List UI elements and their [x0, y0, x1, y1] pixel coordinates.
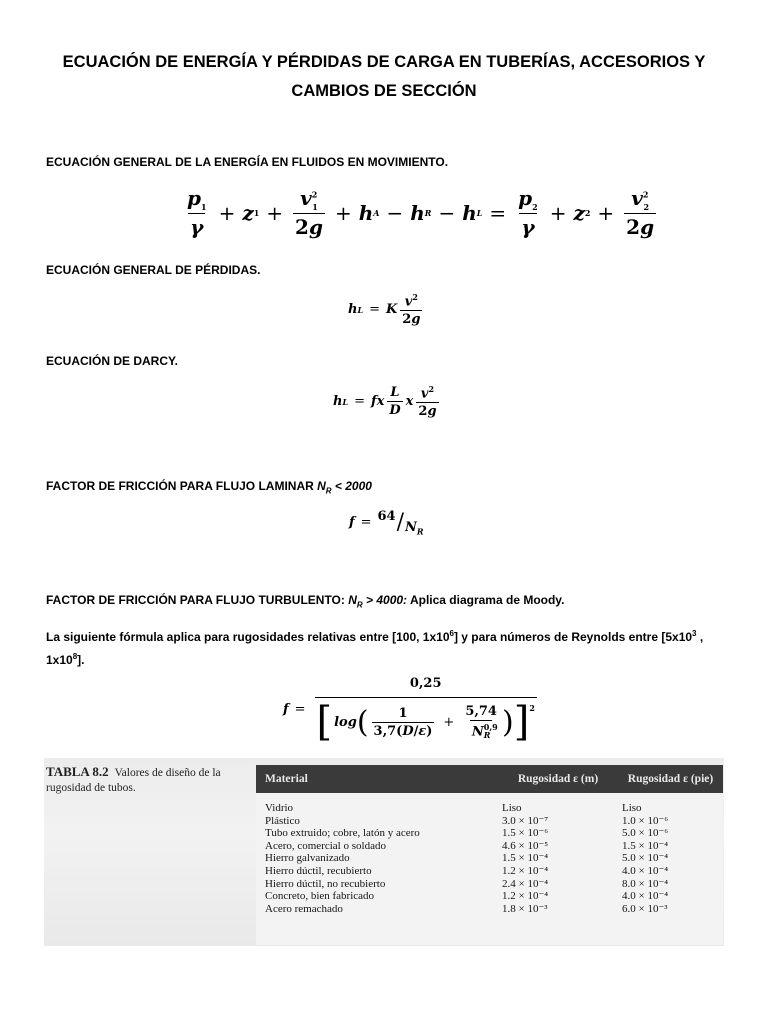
- cell-roughness-ft: 4.0 × 10⁻⁴: [622, 864, 669, 877]
- cell-material: Hierro dúctil, recubierto: [265, 864, 372, 877]
- cell-roughness-m: 1.5 × 10⁻⁴: [502, 852, 549, 865]
- formula-para-exp3: 8: [72, 652, 78, 661]
- cell-material: Vidrio: [265, 802, 294, 814]
- cell-roughness-ft: 8.0 × 10⁻⁴: [622, 877, 669, 890]
- turbulent-heading: [46, 592, 564, 613]
- cell-roughness-ft: 1.0 × 10⁻⁶: [622, 814, 669, 827]
- table-row: [256, 903, 723, 916]
- table-caption-text: Valores de diseño de la rugosidad de tubos.: [46, 767, 221, 794]
- cell-roughness-ft: Liso: [622, 802, 642, 814]
- turbulent-friction-equation: f = 0,25 [ log ( $\frac{1}{3,7(D/\varepsilon)}$ + $\frac{5,74}{N^{0,9}_R}$ ) ] $^2$: [283, 676, 535, 745]
- losses-equation: h L = K $\frac{v^2}{2g}$: [348, 292, 421, 328]
- darcy-heading: ECUACIÓN DE DARCY.: [46, 354, 179, 368]
- cell-roughness-m: Liso: [502, 802, 522, 814]
- formula-para-a: La siguiente fórmula aplica para rugosidades relativas entre [100, 1x10: [46, 630, 450, 644]
- table-row: [256, 852, 723, 865]
- cell-roughness-ft: 1.5 × 10⁻⁴: [622, 839, 669, 852]
- turbulent-condition-n: N: [348, 593, 357, 607]
- laminar-friction-equation: f = 64 / $N_R$: [349, 509, 424, 537]
- header-roughness-m: Rugosidad ε (m): [517, 773, 599, 785]
- cell-roughness-m: 4.6 × 10⁻⁵: [502, 839, 549, 852]
- cell-roughness-ft: 6.0 × 10⁻³: [622, 902, 668, 915]
- cell-roughness-ft: 4.0 × 10⁻⁴: [622, 890, 669, 903]
- formula-para-exp1: 6: [449, 629, 454, 638]
- table-body: [256, 793, 723, 915]
- formula-para-exp2: 3: [692, 629, 697, 638]
- table-row: [256, 878, 723, 891]
- cell-material: Acero remachado: [265, 902, 343, 915]
- page-title: [40, 48, 728, 106]
- turbulent-heading-text: FACTOR DE FRICCIÓN PARA FLUJO TURBULENTO:: [46, 593, 345, 607]
- laminar-condition-rest: < 2000: [331, 479, 372, 493]
- laminar-condition-n: N: [317, 479, 326, 493]
- cell-roughness-m: 2.4 × 10⁻⁴: [502, 877, 549, 890]
- cell-roughness-m: 1.2 × 10⁻⁴: [502, 890, 549, 903]
- header-roughness-ft: Rugosidad ε (pie): [627, 773, 714, 785]
- table-row: [256, 890, 723, 903]
- cell-roughness-ft: 5.0 × 10⁻⁶: [622, 827, 669, 840]
- table-caption: [46, 764, 246, 796]
- laminar-condition-sub: R: [325, 486, 332, 496]
- losses-heading: ECUACIÓN GENERAL DE PÉRDIDAS.: [46, 263, 261, 277]
- table-header: [256, 765, 723, 793]
- title-line-1: ECUACIÓN DE ENERGÍA Y PÉRDIDAS DE CARGA EN TUBERÍAS, ACCESORIOS Y: [62, 53, 706, 71]
- cell-roughness-m: 3.0 × 10⁻⁷: [502, 814, 549, 827]
- formula-para-d: ].: [77, 653, 85, 667]
- header-material: Material: [265, 773, 308, 785]
- formula-para-c: , 1x10: [46, 630, 704, 667]
- table-row: [256, 840, 723, 853]
- cell-material: Plástico: [265, 814, 300, 827]
- turbulent-note: Aplica diagrama de Moody.: [407, 593, 565, 607]
- formula-para-b: ] y para números de Reynolds entre [5x10: [453, 630, 693, 644]
- table-row: [256, 865, 723, 878]
- turbulent-condition-sub: R: [356, 600, 363, 610]
- laminar-heading-text: FACTOR DE FRICCIÓN PARA FLUJO LAMINAR: [46, 479, 314, 493]
- cell-roughness-m: 1.2 × 10⁻⁴: [502, 864, 549, 877]
- darcy-equation: h L = f x $\frac{L}{D}$ x $\frac{v^2}{2g}$: [333, 384, 437, 420]
- cell-roughness-m: 1.5 × 10⁻⁶: [502, 827, 549, 840]
- table-row: [256, 827, 723, 840]
- cell-material: Acero, comercial o soldado: [265, 839, 386, 852]
- turbulent-condition-rest: > 4000:: [362, 593, 408, 607]
- table-name: TABLA 8.2: [46, 764, 109, 779]
- formula-paragraph: [46, 624, 726, 670]
- cell-roughness-m: 1.8 × 10⁻³: [502, 902, 548, 915]
- cell-material: Tubo extruido; cobre, latón y acero: [265, 827, 420, 840]
- table-row: [256, 802, 723, 815]
- cell-material: Concreto, bien fabricado: [265, 890, 375, 903]
- title-line-2: CAMBIOS DE SECCIÓN: [291, 82, 477, 100]
- cell-material: Hierro galvanizado: [265, 852, 350, 865]
- cell-roughness-ft: 5.0 × 10⁻⁴: [622, 852, 669, 865]
- table-row: [256, 815, 723, 828]
- cell-material: Hierro dúctil, no recubierto: [265, 877, 386, 890]
- roughness-table: [256, 765, 723, 945]
- energy-equation: $\frac{p_1}{\gamma}$ + z 1 + $\frac{v^2_1}{2g}$ + h A − h R − h L = $\frac{p_2}{\gamma}$ + z 2 + $\frac{v^2_2}{2g}$: [187, 186, 655, 239]
- laminar-heading: [46, 478, 372, 499]
- energy-heading: ECUACIÓN GENERAL DE LA ENERGÍA EN FLUIDOS EN MOVIMIENTO.: [46, 155, 449, 169]
